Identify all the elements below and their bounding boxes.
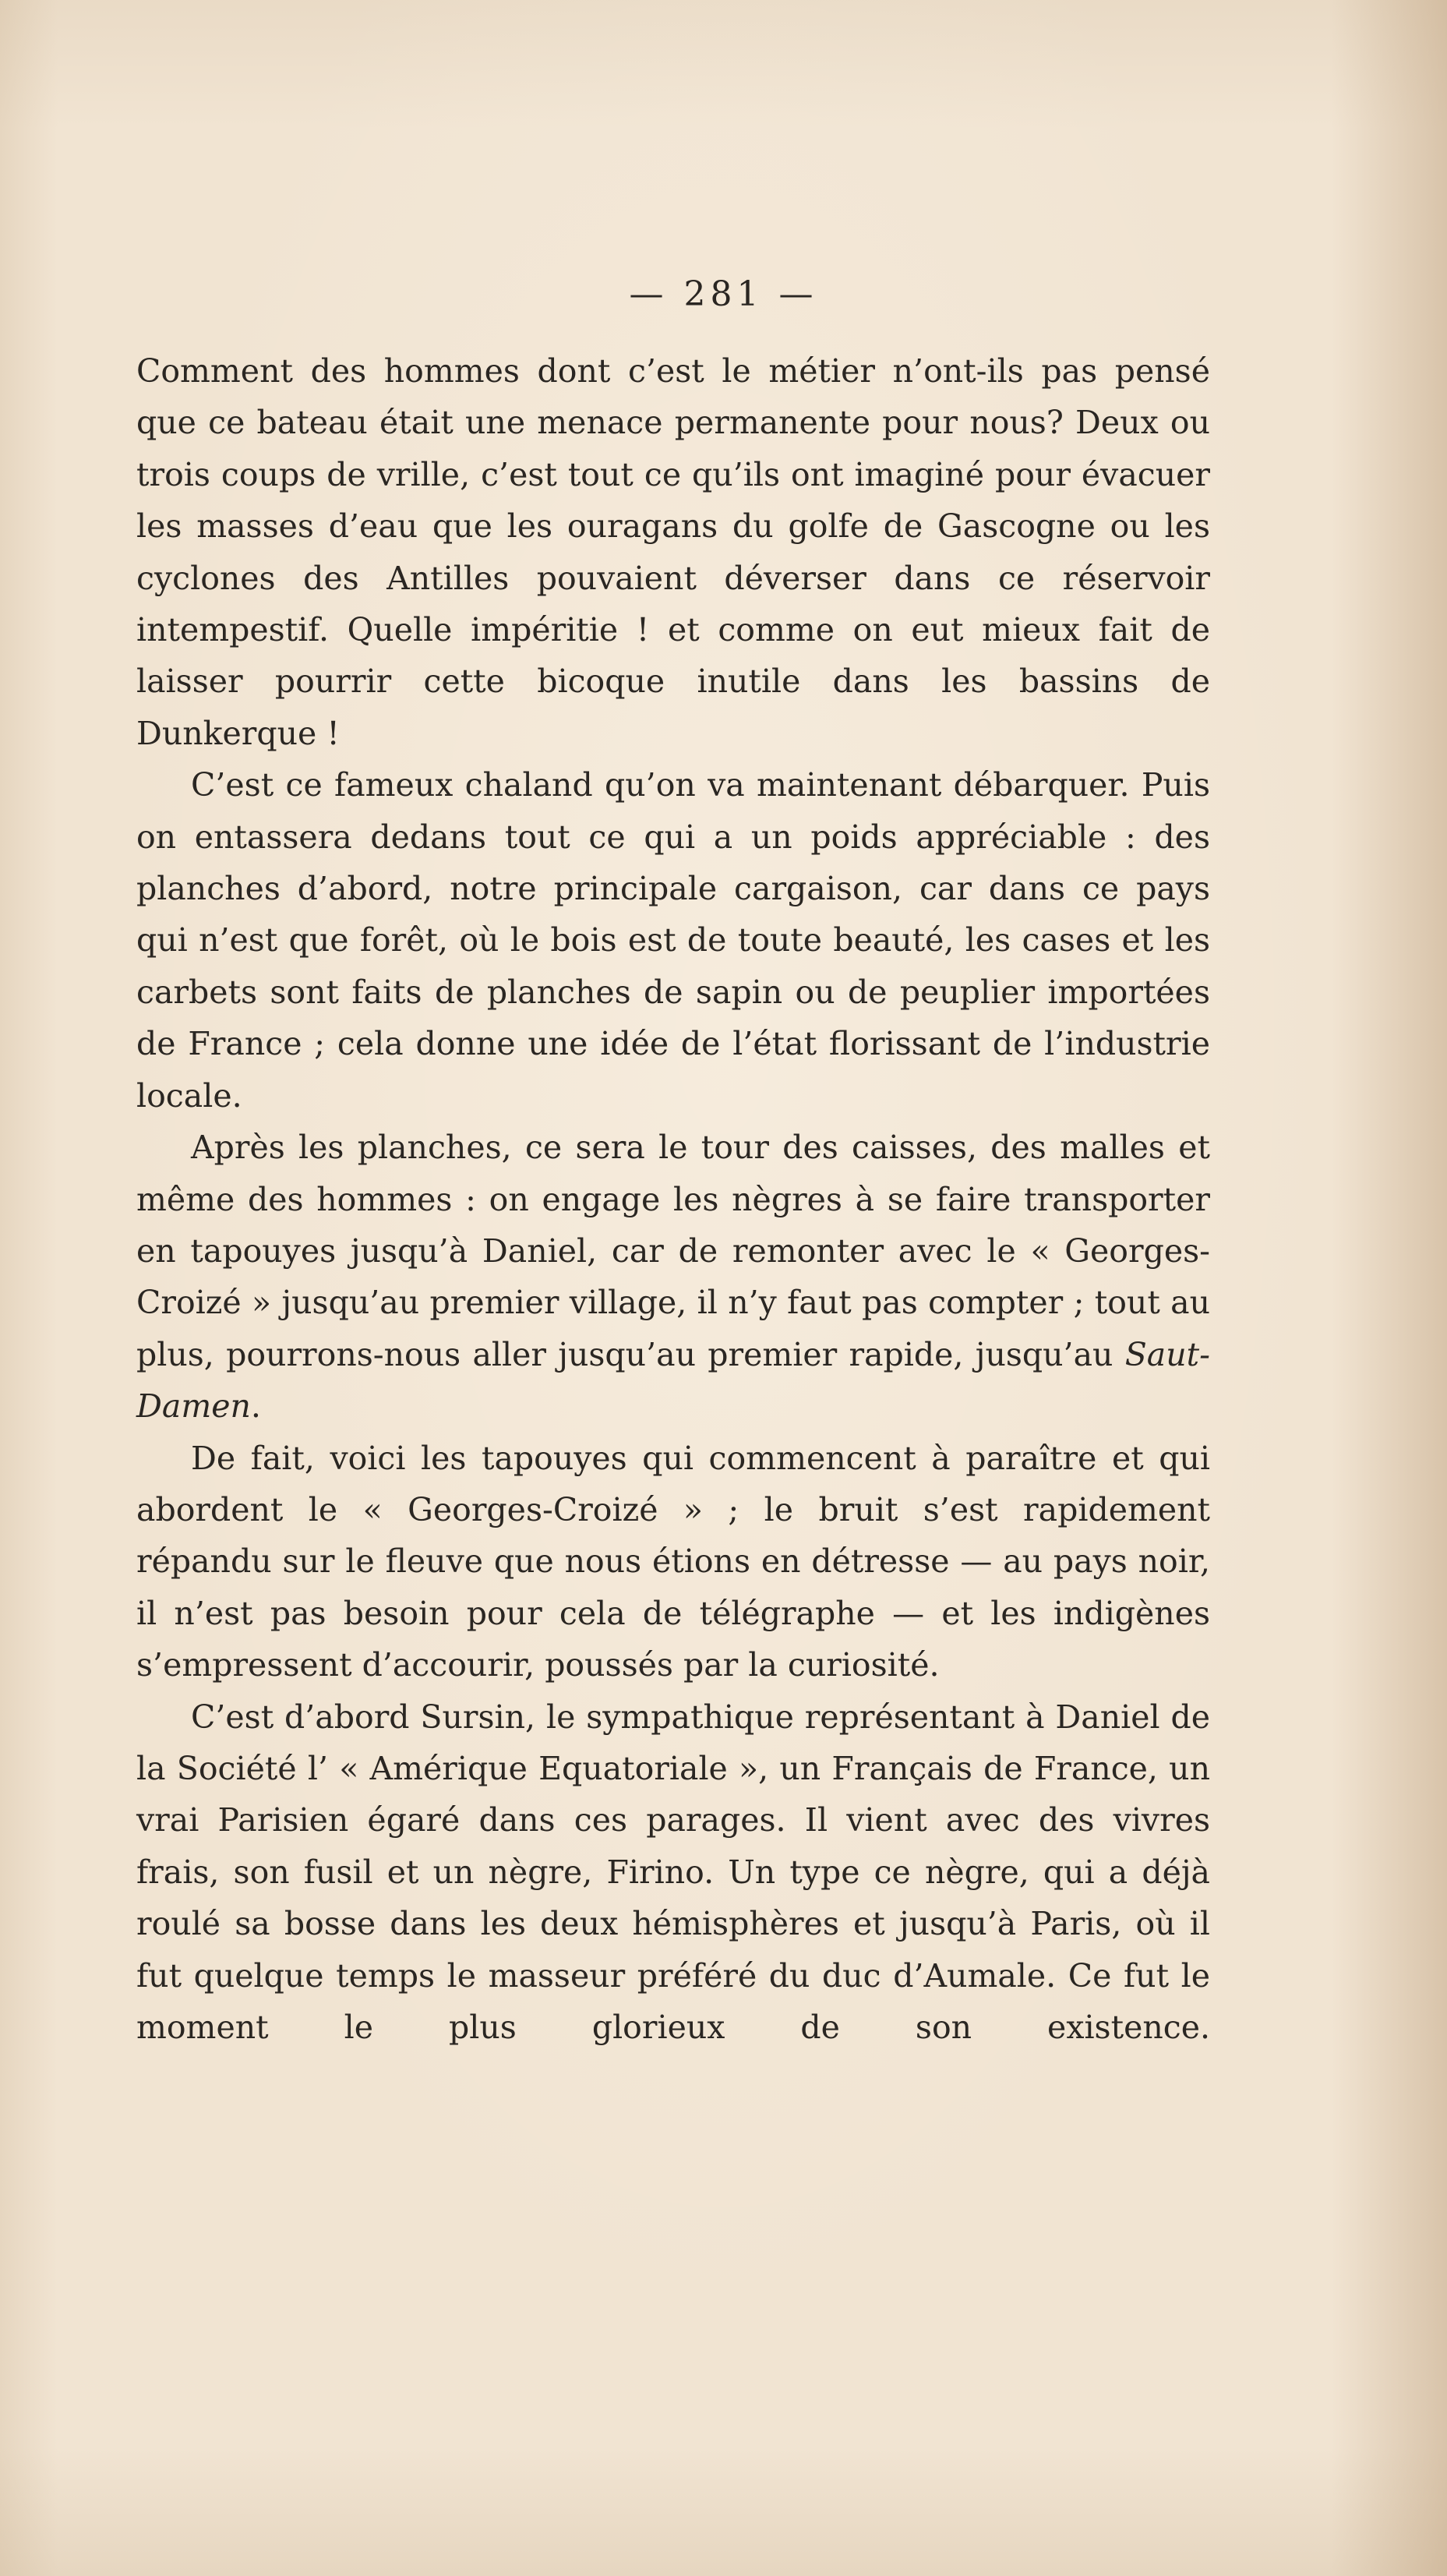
paragraph-2: C’est ce fameux chaland qu’on va maintenant débarquer. Puis on entassera dedans tout ce qui a un poids appréciable : des planches d’abord, notre principale cargaison, car dans ce pays qui n’est que forêt, où le bois est de toute beauté, les cases et les carbets sont faits de planches de sapin ou de peuplier importées de France ; cela donne une idée de l’état florissant de l’industrie locale. xyxy=(136,766,1210,1115)
paragraph-1: Comment des hommes dont c’est le métier n’ont-ils pas pensé que ce bateau était une menace permanente pour nous? Deux ou trois coups de vrille, c’est tout ce qu’ils ont imaginé pour évacuer les masses d’eau que les ouragans du golfe de Gascogne ou les cyclones des Antilles pouvaient déverser dans ce réservoir intempestif. Quelle impéritie ! et comme on eut mieux fait de laisser pourrir cette bicoque inutile dans les bassins de Dunkerque ! xyxy=(136,352,1210,752)
body-text xyxy=(136,345,1210,2053)
paragraph-3-end: . xyxy=(250,1387,261,1426)
page-number: — 281 — xyxy=(629,274,818,314)
paragraph-3 xyxy=(136,1122,1210,1432)
paragraph-4: De fait, voici les tapouyes qui commencent à paraître et qui abordent le « Georges-Croizé » ; le bruit s’est rapidement répandu sur le fleuve que nous étions en détresse — au pays noir, il n’est pas besoin pour cela de télégraphe — et les indigènes s’empressent d’accourir, poussés par la curiosité. xyxy=(136,1439,1210,1684)
paragraph-3-text: Après les planches, ce sera le tour des caisses, des malles et même des hommes : on engage les nègres à se faire transporter en tapouyes jusqu’à Daniel, car de remonter avec le « Georges-Croizé » jusqu’au premier village, il n’y faut pas compter ; tout au plus, pourrons-nous aller jusqu’au premier rapide, jusqu’au xyxy=(136,1129,1210,1373)
place-name-italic: Saut-Damen xyxy=(136,1335,1210,1426)
paragraph-5: C’est d’abord Sursin, le sympathique représentant à Daniel de la Société l’ « Amérique Equatoriale », un Français de France, un vrai Parisien égaré dans ces parages. Il vient avec des vivres frais, son fusil et un nègre, Firino. Un type ce nègre, qui a déjà roulé sa bosse dans les deux hémisphères et jusqu’à Paris, où il fut quelque temps le masseur préféré du duc d’Aumale. Ce fut le moment le plus glorieux de son existence. xyxy=(136,1698,1210,2046)
